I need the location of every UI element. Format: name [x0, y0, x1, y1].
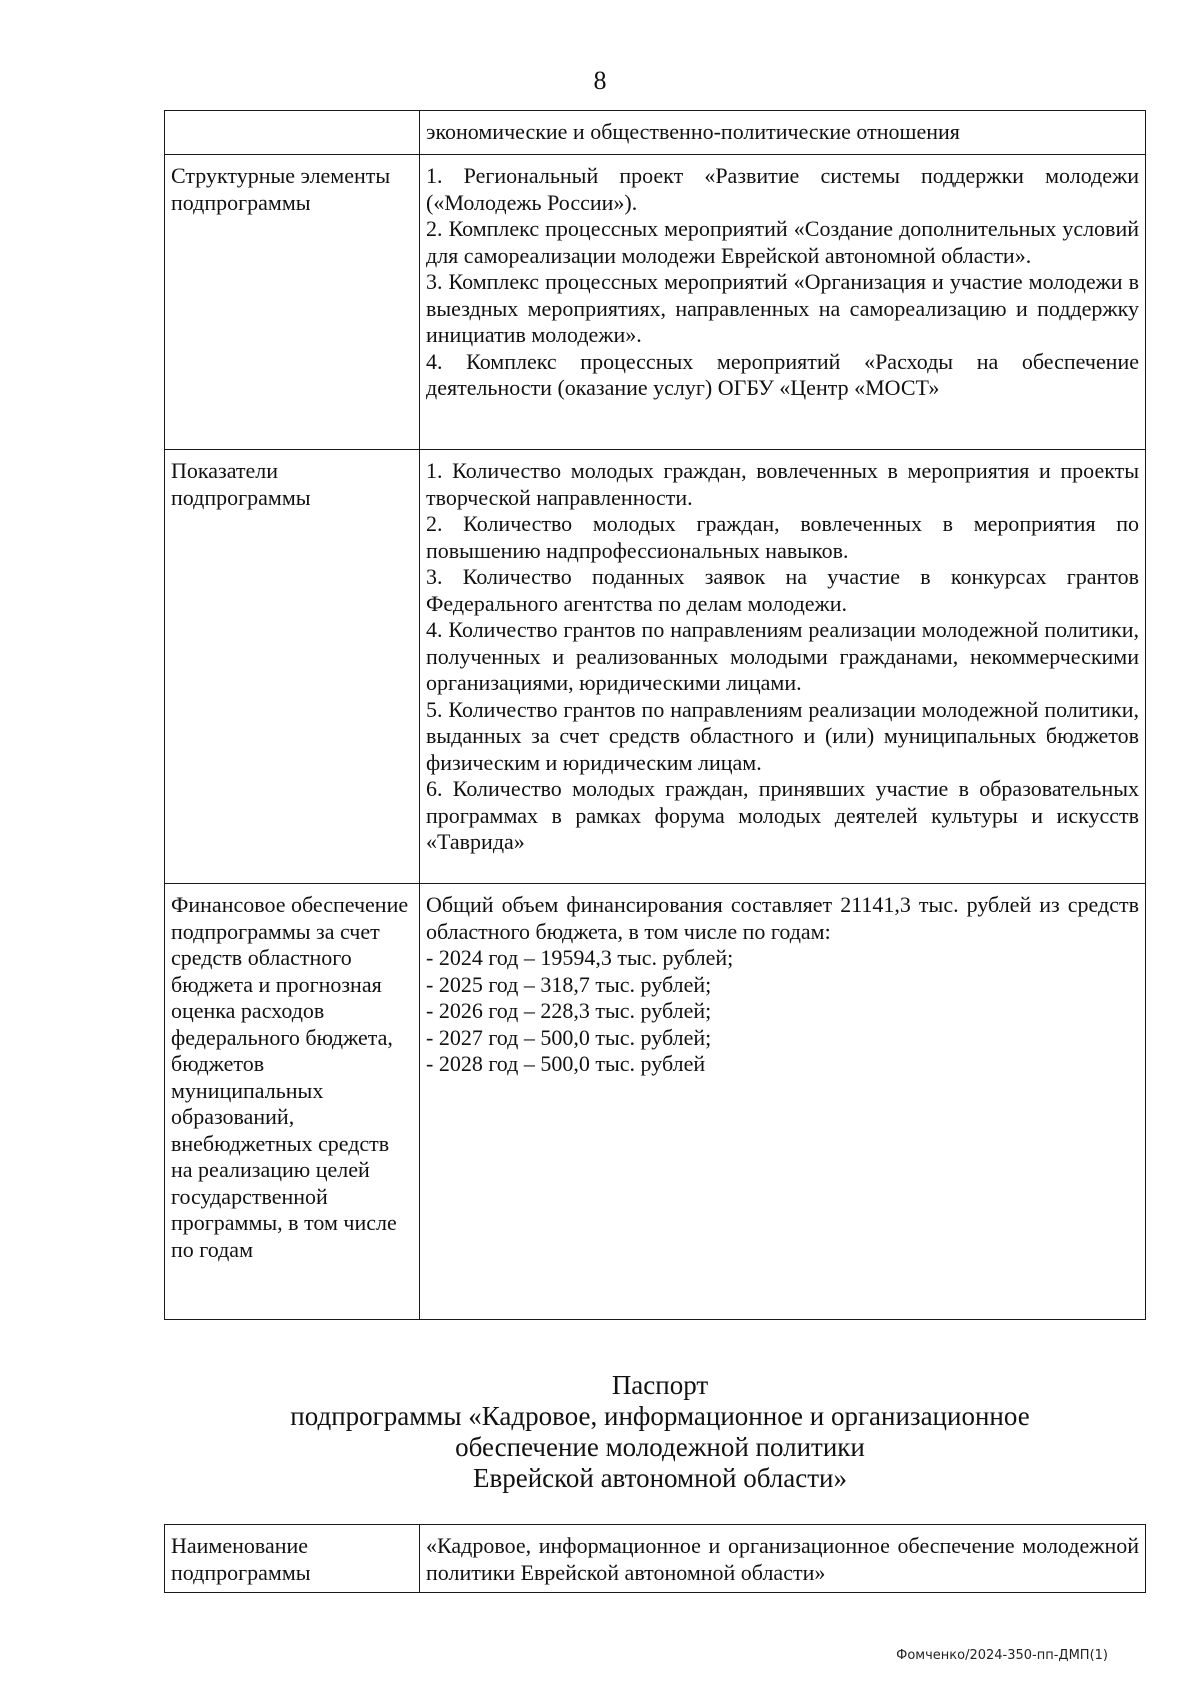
list-item: 3. Количество поданных заявок на участие в конкурсах грантов Федерального агентства по делам молодежи.	[426, 564, 1139, 616]
paragraph: Общий объем финансирования составляет 21141,3 тыс. рублей из средств областного бюджета, в том числе по годам:	[426, 892, 1139, 944]
list-item: 2. Комплекс процессных мероприятий «Создание дополнительных условий для самореализации молодежи Еврейской автономной области».	[426, 216, 1139, 268]
list-item: - 2024 год – 19594,3 тыс. рублей;	[426, 945, 734, 970]
row-content	[420, 884, 1146, 1320]
row-label: Показатели подпрограммы	[165, 450, 420, 884]
list-item: 4. Количество грантов по направлениям реализации молодежной политики, полученных и реализованных молодыми гражданами, некоммерческими организациями, юридическими лицами.	[426, 617, 1139, 695]
section-heading-line: обеспечение молодежной политики	[455, 1432, 865, 1462]
page-number: 8	[593, 66, 607, 95]
table-row	[165, 111, 1146, 155]
row-label: Наименование подпрограммы	[165, 1525, 420, 1593]
row-content	[420, 155, 1146, 450]
row-label	[165, 111, 420, 155]
passport-table-new	[164, 1524, 1146, 1593]
list-item: - 2027 год – 500,0 тыс. рублей;	[426, 1024, 712, 1050]
list-item: 5. Количество грантов по направлениям реализации молодежной политики, выданных за счет средств областного и (или) муниципальных бюджетов физическим и юридическим лицам.	[426, 696, 1139, 775]
list-item: 1. Количество молодых граждан, вовлеченных в мероприятия и проекты творческой направленности.	[426, 458, 1139, 510]
section-heading-title: Паспорт	[611, 1370, 709, 1400]
table-row-name	[165, 1525, 1146, 1593]
section-heading-line: Еврейской автономной области»	[472, 1463, 848, 1493]
row-label: Структурные элементы подпрограммы	[165, 155, 420, 450]
passport-table-continued	[164, 110, 1146, 1320]
list-item: 6. Количество молодых граждан, принявших участие в образовательных программах в рамках форума молодых деятелей культуры и искусств «Таврида»	[426, 776, 1139, 854]
table-row-structural-elements	[165, 155, 1146, 450]
list-item: 1. Региональный проект «Развитие системы поддержки молодежи («Молодежь России»).	[426, 163, 1139, 215]
table-row-indicators	[165, 450, 1146, 884]
row-content	[420, 1525, 1146, 1593]
list-item: - 2026 год – 228,3 тыс. рублей;	[426, 998, 712, 1023]
row-content	[420, 111, 1146, 155]
paragraph: экономические и общественно-политические отношения	[426, 119, 960, 144]
section-heading-line: подпрограммы «Кадровое, информационное и организационное	[290, 1401, 1030, 1431]
list-item: - 2028 год – 500,0 тыс. рублей	[426, 1051, 706, 1076]
list-item: 2. Количество молодых граждан, вовлеченных в мероприятия по повышению надпрофессиональных навыков.	[426, 511, 1139, 563]
row-content	[420, 450, 1146, 884]
list-item: - 2025 год – 318,7 тыс. рублей;	[426, 971, 712, 997]
row-label: Финансовое обеспечение подпрограммы за счет средств областного бюджета и прогнозная оценка расходов федерального бюджета, бюджетов муниципальных образований, внебюджетных средств на реализацию целей государственной программы, в том числе по годам	[165, 884, 420, 1320]
table-row-financing	[165, 884, 1146, 1320]
document-code: Фомченко/2024-350-пп-ДМП(1)	[896, 1648, 1108, 1663]
list-item: 4. Комплекс процессных мероприятий «Расходы на обеспечение деятельности (оказание услуг) ОГБУ «Центр «МОСТ»	[426, 348, 1139, 400]
paragraph: «Кадровое, информационное и организационное обеспечение молодежной политики Еврейской автономной области»	[426, 1533, 1139, 1585]
list-item: 3. Комплекс процессных мероприятий «Организация и участие молодежи в выездных мероприятиях, направленных на самореализацию и поддержку инициатив молодежи».	[426, 269, 1139, 347]
